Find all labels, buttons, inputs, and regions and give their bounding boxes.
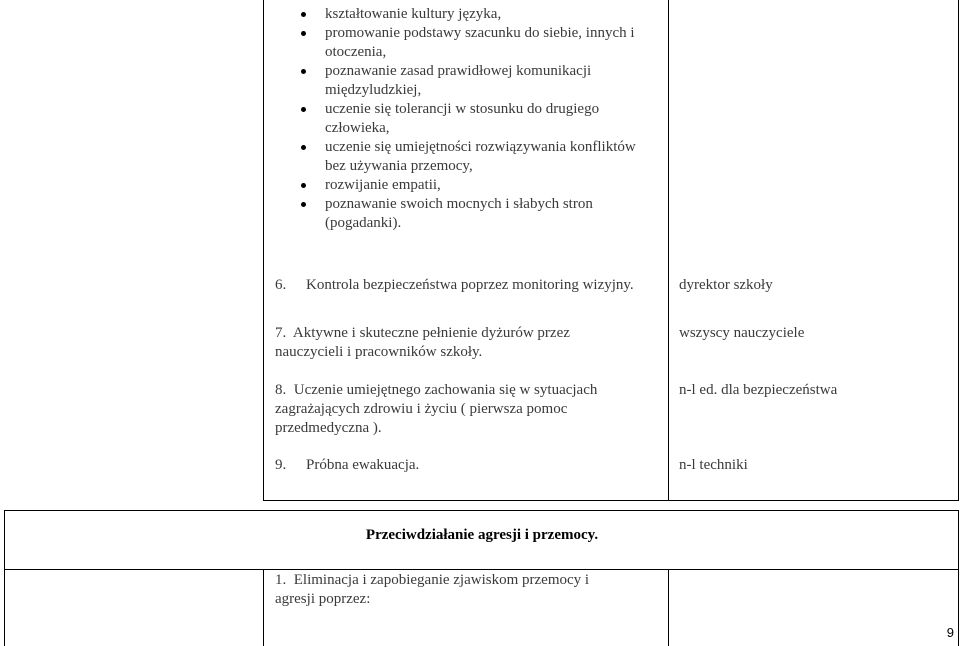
- row-9-responsible: n-l techniki: [679, 457, 748, 473]
- row-8-task-line2: zagrażających zdrowiu i życiu ( pierwsza pomoc: [275, 401, 568, 417]
- list-item: poznawanie swoich mocnych i słabych stron: [298, 195, 668, 214]
- section-border-top: [4, 510, 959, 511]
- section-divider: [4, 569, 959, 570]
- row-9-number: 9.: [275, 457, 287, 473]
- table-border-right: [958, 0, 959, 500]
- list-item: kształtowanie kultury języka,: [298, 5, 668, 24]
- row-9-text: Próbna ewakuacja.: [306, 457, 420, 473]
- row-7-task-line1: 7. Aktywne i skuteczne pełnienie dyżurów przez: [275, 325, 570, 341]
- row-6-text: Kontrola bezpieczeństwa poprzez monitoring wizyjny.: [306, 277, 634, 293]
- section-item-1-line2: agresji poprzez:: [275, 591, 371, 607]
- row-6-number: 6.: [275, 277, 287, 293]
- list-item: promowanie podstawy szacunku do siebie, innych i: [298, 24, 668, 43]
- list-item-continuation: otoczenia,: [325, 44, 387, 60]
- bullet-icon: [301, 31, 306, 36]
- table-border-left: [263, 0, 264, 500]
- row-8-task-line1: 8. Uczenie umiejętnego zachowania się w sytuacjach: [275, 382, 598, 398]
- section-inner-middle: [668, 569, 669, 646]
- list-item: uczenie się umiejętności rozwiązywania konfliktów: [298, 138, 668, 157]
- page-number: 9: [946, 625, 954, 640]
- list-item-continuation: międzyludzkiej,: [325, 82, 422, 98]
- list-item: poznawanie zasad prawidłowej komunikacji: [298, 62, 668, 81]
- table-border-middle: [668, 0, 669, 500]
- section-border-left: [4, 510, 5, 646]
- list-item-continuation: (pogadanki).: [325, 215, 402, 231]
- list-item: rozwijanie empatii,: [298, 176, 668, 195]
- row-7-responsible: wszyscy nauczyciele: [679, 325, 805, 341]
- list-item: uczenie się tolerancji w stosunku do drugiego: [298, 100, 668, 119]
- bullet-icon: [301, 202, 306, 207]
- table-border-bottom: [263, 500, 959, 501]
- bullet-icon: [301, 12, 306, 17]
- bullet-icon: [301, 107, 306, 112]
- list-item-continuation: człowieka,: [325, 120, 390, 136]
- row-6-responsible: dyrektor szkoły: [679, 277, 773, 293]
- list-item-continuation: bez używania przemocy,: [325, 158, 473, 174]
- bullet-icon: [301, 183, 306, 188]
- bullet-icon: [301, 145, 306, 150]
- row-7-task-line2: nauczycieli i pracowników szkoły.: [275, 344, 483, 360]
- section-border-right: [958, 510, 959, 646]
- row-6-task: [275, 276, 634, 295]
- bullet-list: [298, 5, 668, 233]
- section-inner-left: [263, 569, 264, 646]
- section-item-1-line1: 1. Eliminacja i zapobieganie zjawiskom przemocy i: [275, 572, 590, 588]
- section-heading: Przeciwdziałanie agresji i przemocy.: [365, 527, 599, 543]
- row-9-task: [275, 456, 419, 475]
- row-8-task-line3: przedmedyczna ).: [275, 420, 382, 436]
- bullet-icon: [301, 69, 306, 74]
- row-8-responsible: n-l ed. dla bezpieczeństwa: [679, 382, 838, 398]
